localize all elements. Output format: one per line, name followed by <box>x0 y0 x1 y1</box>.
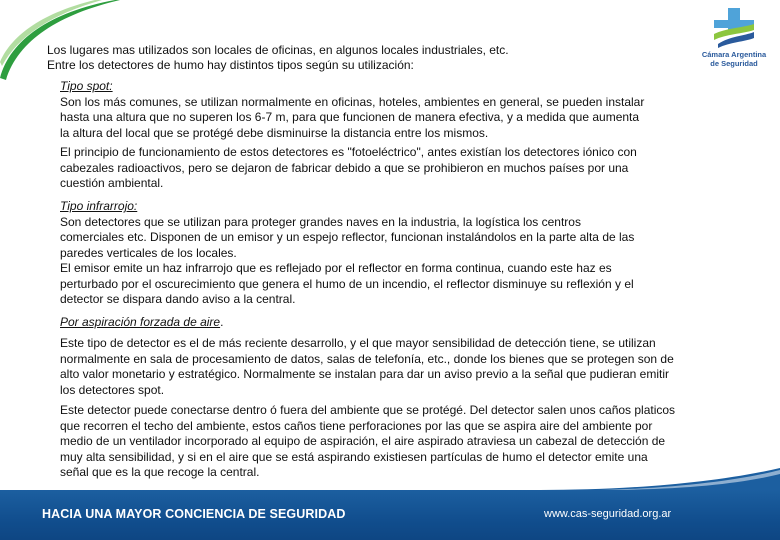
intro-text <box>47 43 509 73</box>
footer-wave <box>540 468 780 508</box>
text-line: Este tipo de detector es el de más reciente desarrollo, y el que mayor sensibilidad de detección tiene, se utilizan <box>60 336 656 350</box>
text-line: Este detector puede conectarse dentro ó fuera del ambiente que se protégé. Del detector salen unos caños platicos <box>60 403 676 417</box>
text-line: Son los más comunes, se utilizan normalmente en oficinas, hoteles, ambientes en general, se pueden instalar <box>60 94 645 109</box>
text-line: alto valor monetario y estratégico. Normalmente se instalan para dar un aviso previo a la señal que pudieran emitir <box>60 367 669 381</box>
text-line: cabezales radioactivos, pero se dejaron de fabricar debido a que se prohibieron en muchos países por una <box>60 160 629 175</box>
text-line: El principio de funcionamiento de estos detectores es "fotoeléctrico", antes existían los detectores iónico con <box>60 145 637 159</box>
footer-banner <box>0 490 780 540</box>
section-aspiration <box>60 336 674 398</box>
section-heading: Tipo infrarrojo: <box>60 199 138 213</box>
text-line: El emisor emite un haz infrarrojo que es reflejado por el reflector en forma continua, cuando este haz es <box>60 261 612 275</box>
text-line: perturbado por el oscurecimiento que genera el humo de un incendio, el reflector disminuye su reflexión y el <box>60 276 634 291</box>
section-aspiration-heading <box>60 315 223 331</box>
section-heading: Tipo spot: <box>60 79 113 93</box>
footer-slogan: HACIA UNA MAYOR CONCIENCIA DE SEGURIDAD <box>42 507 346 521</box>
footer-url[interactable]: www.cas-seguridad.org.ar <box>544 508 672 520</box>
text-line: que recorren el techo del ambiente, estos caños tiene perforaciones por las que se aspira aire del ambiente por <box>60 418 653 433</box>
heading-period: . <box>220 315 224 329</box>
logo-line-2: de Seguridad <box>710 59 758 68</box>
section-spot-principle <box>60 145 637 192</box>
text-line: muy alta sensibilidad, y si en el aire que se está aspirando existiesen partículas de humo el detector emite una <box>60 449 648 464</box>
text-line: normalmente en sala de procesamiento de datos, salas de telefonía, etc., donde los bienes que se protegen son de <box>60 351 674 366</box>
text-line: la altura del local que se protégé debe disminuirse la distancia entre los mismos. <box>60 125 489 140</box>
text-line: Son detectores que se utilizan para proteger grandes naves en la industria, la logística los centros <box>60 214 581 229</box>
text-line: hasta una altura que no superen los 6-7 m, para que funcionen de manera efectiva, y a medida que aumenta <box>60 110 640 124</box>
section-heading: Por aspiración forzada de aire <box>60 315 221 329</box>
text-line: medio de un ventilador incorporado al equipo de aspiración, el aire aspirado atraviesa un cabezal de detección de <box>60 434 666 448</box>
company-logo <box>694 6 774 72</box>
text-line: los detectores spot. <box>60 382 165 397</box>
cross-logo-icon <box>712 6 756 48</box>
text-line: paredes verticales de los locales. <box>60 245 237 260</box>
section-infrared <box>60 199 634 308</box>
text-line: señal que es la que recoge la central. <box>60 465 260 479</box>
text-line: detector se dispara dando aviso a la central. <box>60 292 296 306</box>
intro-line: Entre los detectores de humo hay distintos tipos según su utilización: <box>47 58 414 72</box>
text-line: comerciales etc. Disponen de un emisor y un espejo reflector, funcionan instalándolos en la parte alta de las <box>60 230 635 244</box>
intro-line: Los lugares mas utilizados son locales de oficinas, en algunos locales industriales, etc. <box>47 43 509 57</box>
text-line: cuestión ambiental. <box>60 176 164 190</box>
logo-line-1: Cámara Argentina <box>701 50 767 59</box>
section-spot <box>60 79 644 141</box>
